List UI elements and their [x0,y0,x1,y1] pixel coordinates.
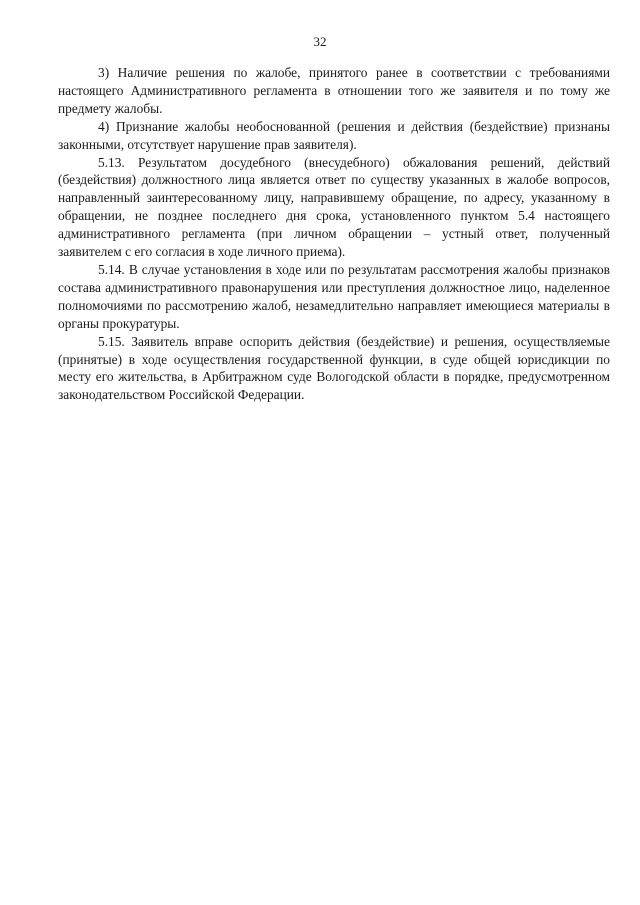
paragraph-5-15: 5.15. Заявитель вправе оспорить действия (бездействие) и решения, осуществляемые (принятые) в ходе осуществления государственной функции, в суде общей юрисдикции по месту его жительства, в Арбитражном суде Вологодской области в порядке, предусмотренном законодательством Российской Федерации. [58,333,610,403]
paragraph-5-14: 5.14. В случае установления в ходе или по результатам рассмотрения жалобы признаков состава административного правонарушения или преступления должностное лицо, наделенное полномочиями по рассмотрению жалоб, незамедлительно направляет имеющиеся материалы в органы прокуратуры. [58,261,610,331]
paragraph-item-3: 3) Наличие решения по жалобе, принятого ранее в соответствии с требованиями настоящего Административного регламента в отношении того же заявителя и по тому же предмету жалобы. [58,65,610,116]
page-number: 32 [313,34,327,49]
document-body [58,64,610,404]
paragraph-item-4: 4) Признание жалобы необоснованной (решения и действия (бездействие) признаны законными, отсутствует нарушение прав заявителя). [58,118,610,152]
paragraph-5-13: 5.13. Результатом досудебного (внесудебного) обжалования решений, действий (бездействия) должностного лица является ответ по существу указанных в жалобе вопросов, направленный заинтересованному лицу, направившему обращение, по адресу, указанному в обращении, не позднее последнего дня срока, установленного пунктом 5.4 настоящего административного регламента (при личном обращении – устный ответ, полученный заявителем с его согласия в ходе личного приема). [58,154,610,260]
